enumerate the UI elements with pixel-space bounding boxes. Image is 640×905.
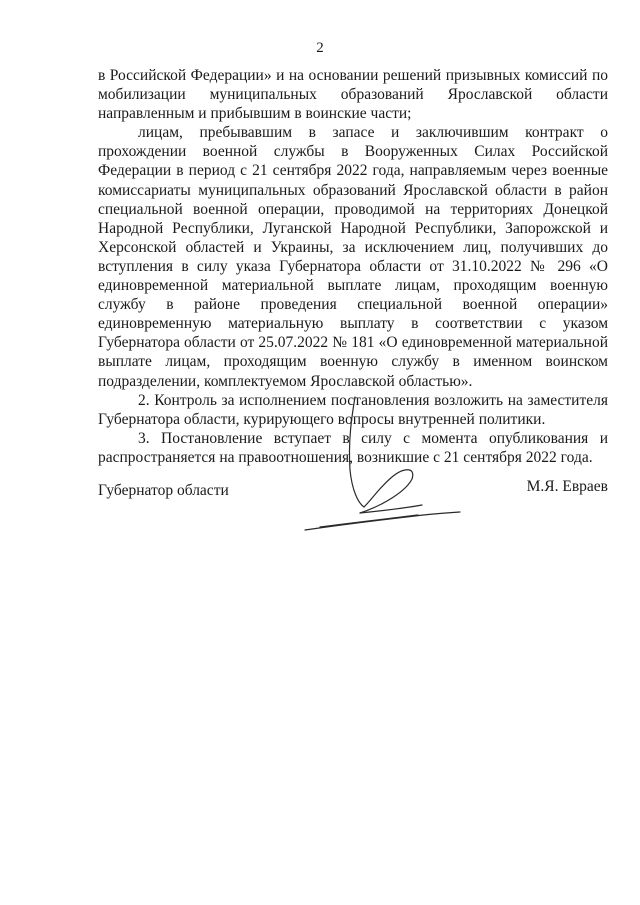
handwritten-signature [300, 395, 470, 540]
paragraph-item-2-control: 2. Контроль за исполнением постановления возложить на заместителя Губернатора области, курирующего вопросы внутренней политики. [98, 391, 608, 428]
paragraph-continuation: в Российской Федерации» и на основании решений призывных комиссий по мобилизации муниципальных образований Ярославской области направленным и прибывшим в воинские части; [98, 67, 608, 123]
signatory-name: М.Я. Евраев [526, 478, 608, 495]
signatory-title: Губернатор области [98, 482, 229, 499]
paragraph-item-3-effect: 3. Постановление вступает в силу с момента опубликования и распространяется на правоотношения, возникшие с 21 сентября 2022 года. [98, 429, 608, 466]
paragraph-contract-persons: лицам, пребывавшим в запасе и заключившим контракт о прохождении военной службы в Вооруженных Силах Российской Федерации в период с 21 сентября 2022 года, направляемым через военные комиссариаты муниципальных образований Ярославской области в район специальной военной операции, проводимой на территориях Донецкой Народной Республики, Луганской Народной Республики, Запорожской и Херсонской областей и Украины, за исключением лиц, получивших до вступления в силу указа Губернатора области от 31.10.2022 № 296 «О единовременной материальной выплате лицам, проходящим военную службу в районе проведения специальной военной операции» единовременную материальную выплату в соответствии с указом Губернатора области от 25.07.2022 № 181 «О единовременной материальной выплате лицам, проходящим военную службу в именном воинском подразделении, комплектуемом Ярославской областью». [98, 124, 608, 390]
page-number: 2 [316, 40, 324, 56]
